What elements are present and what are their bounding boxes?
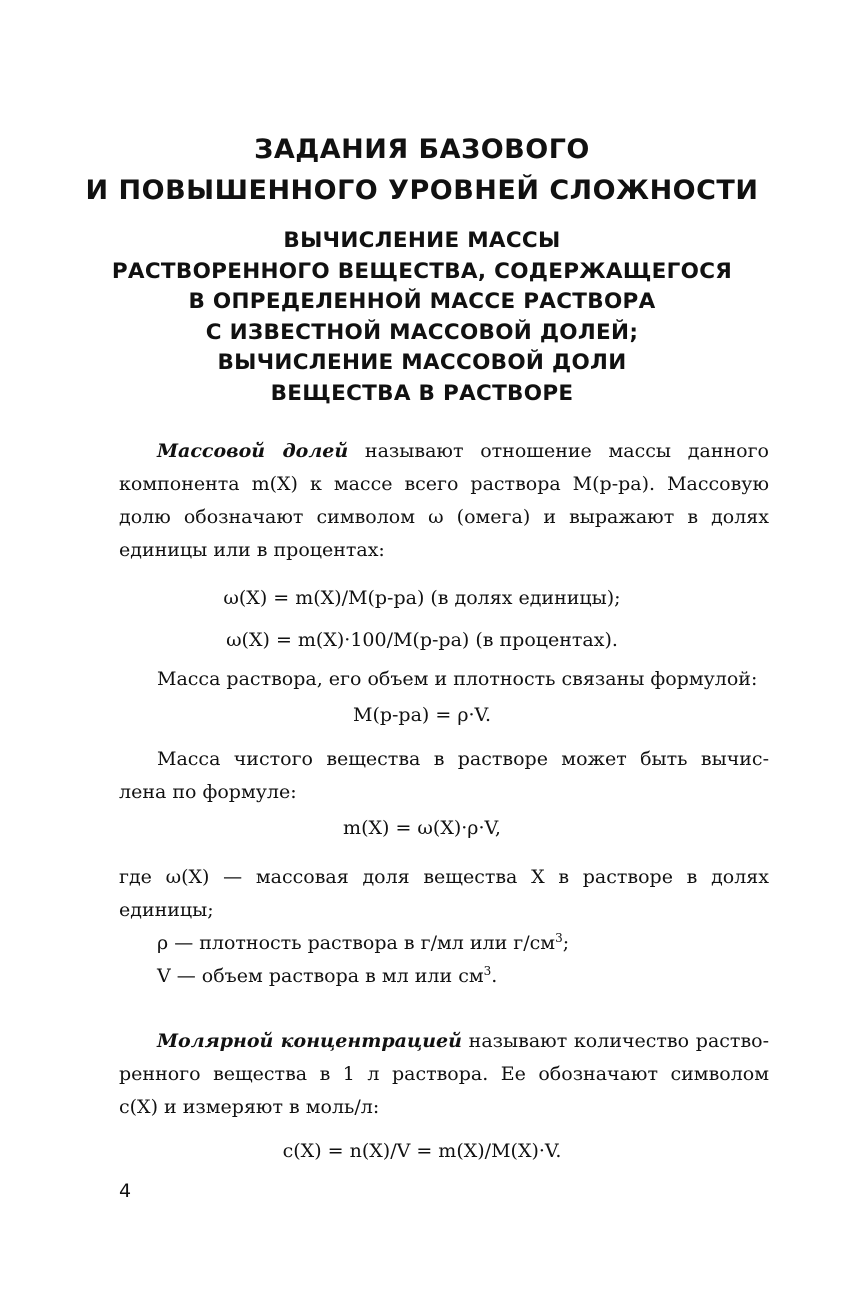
defined-term: Молярной концентрацией: [157, 1030, 462, 1052]
variables-legend: [119, 861, 769, 993]
formula-pure-mass: m(X) = ω(X)·ρ·V,: [343, 817, 501, 839]
paragraph-line: единицы;: [119, 899, 214, 921]
section-title-line: В ОПРЕДЕЛЕННОЙ МАССЕ РАСТВОРА: [188, 289, 656, 314]
paragraph-line: компонента m(X) к массе всего раствора M(р-ра). Массовую: [119, 473, 769, 495]
pure-substance-paragraph: [119, 743, 769, 809]
formula-mass-fraction-percent: ω(X) = m(X)·100/M(р-ра) (в процентах).: [226, 629, 618, 651]
section-title-line: ВЕЩЕСТВА В РАСТВОРЕ: [270, 380, 574, 406]
paragraph-line: где ω(X) — массовая доля вещества X в растворе в долях: [119, 866, 769, 888]
paragraph-line: Масса чистого вещества в растворе может быть вычис-: [157, 748, 769, 770]
formula-mass-fraction-units: ω(X) = m(X)/M(р-ра) (в долях единицы);: [223, 587, 621, 609]
paragraph-line: V — объем раствора в мл или $см^3$.: [157, 964, 498, 987]
section-title-line: РАСТВОРЕННОГО ВЕЩЕСТВА, СОДЕРЖАЩЕГОСЯ: [111, 258, 733, 284]
page-number: 4: [119, 1180, 132, 1202]
section-title: [0, 226, 844, 409]
paragraph-line: лена по формуле:: [119, 781, 297, 803]
chapter-title: [0, 129, 844, 211]
section-title-line: С ИЗВЕСТНОЙ МАССОВОЙ ДОЛЕЙ;: [205, 319, 639, 345]
paragraph-line: ρ — плотность раствора в г/мл или $г/см^3$;: [157, 931, 570, 954]
defined-term: Массовой долей: [157, 440, 349, 462]
paragraph-line: Массовой долей называют отношение массы данного: [157, 440, 769, 462]
formula-solution-mass: M(р-ра) = ρ·V.: [352, 704, 491, 726]
section-title-line: ВЫЧИСЛЕНИЕ МАССЫ: [283, 228, 561, 253]
molar-concentration-paragraph: [119, 1025, 769, 1124]
density-paragraph: Масса раствора, его объем и плотность связаны формулой:: [157, 668, 758, 690]
section-title-line: ВЫЧИСЛЕНИЕ МАССОВОЙ ДОЛИ: [217, 350, 627, 375]
mass-fraction-paragraph: [119, 435, 769, 567]
paragraph-line: долю обозначают символом ω (омега) и выражают в долях: [119, 506, 769, 528]
paragraph-line: Молярной концентрацией называют количество раство-: [157, 1030, 769, 1052]
paragraph-line: ренного вещества в 1 л раствора. Ее обозначают символом: [119, 1063, 769, 1085]
chapter-title-line: И ПОВЫШЕННОГО УРОВНЕЙ СЛОЖНОСТИ: [85, 175, 759, 206]
paragraph-line: единицы или в процентах:: [119, 539, 385, 561]
paragraph-line: c(X) и измеряют в моль/л:: [119, 1096, 380, 1118]
chapter-title-line: ЗАДАНИЯ БАЗОВОГО: [254, 134, 590, 165]
formula-molar-concentration: c(X) = n(X)/V = m(X)/M(X)·V.: [282, 1140, 562, 1162]
